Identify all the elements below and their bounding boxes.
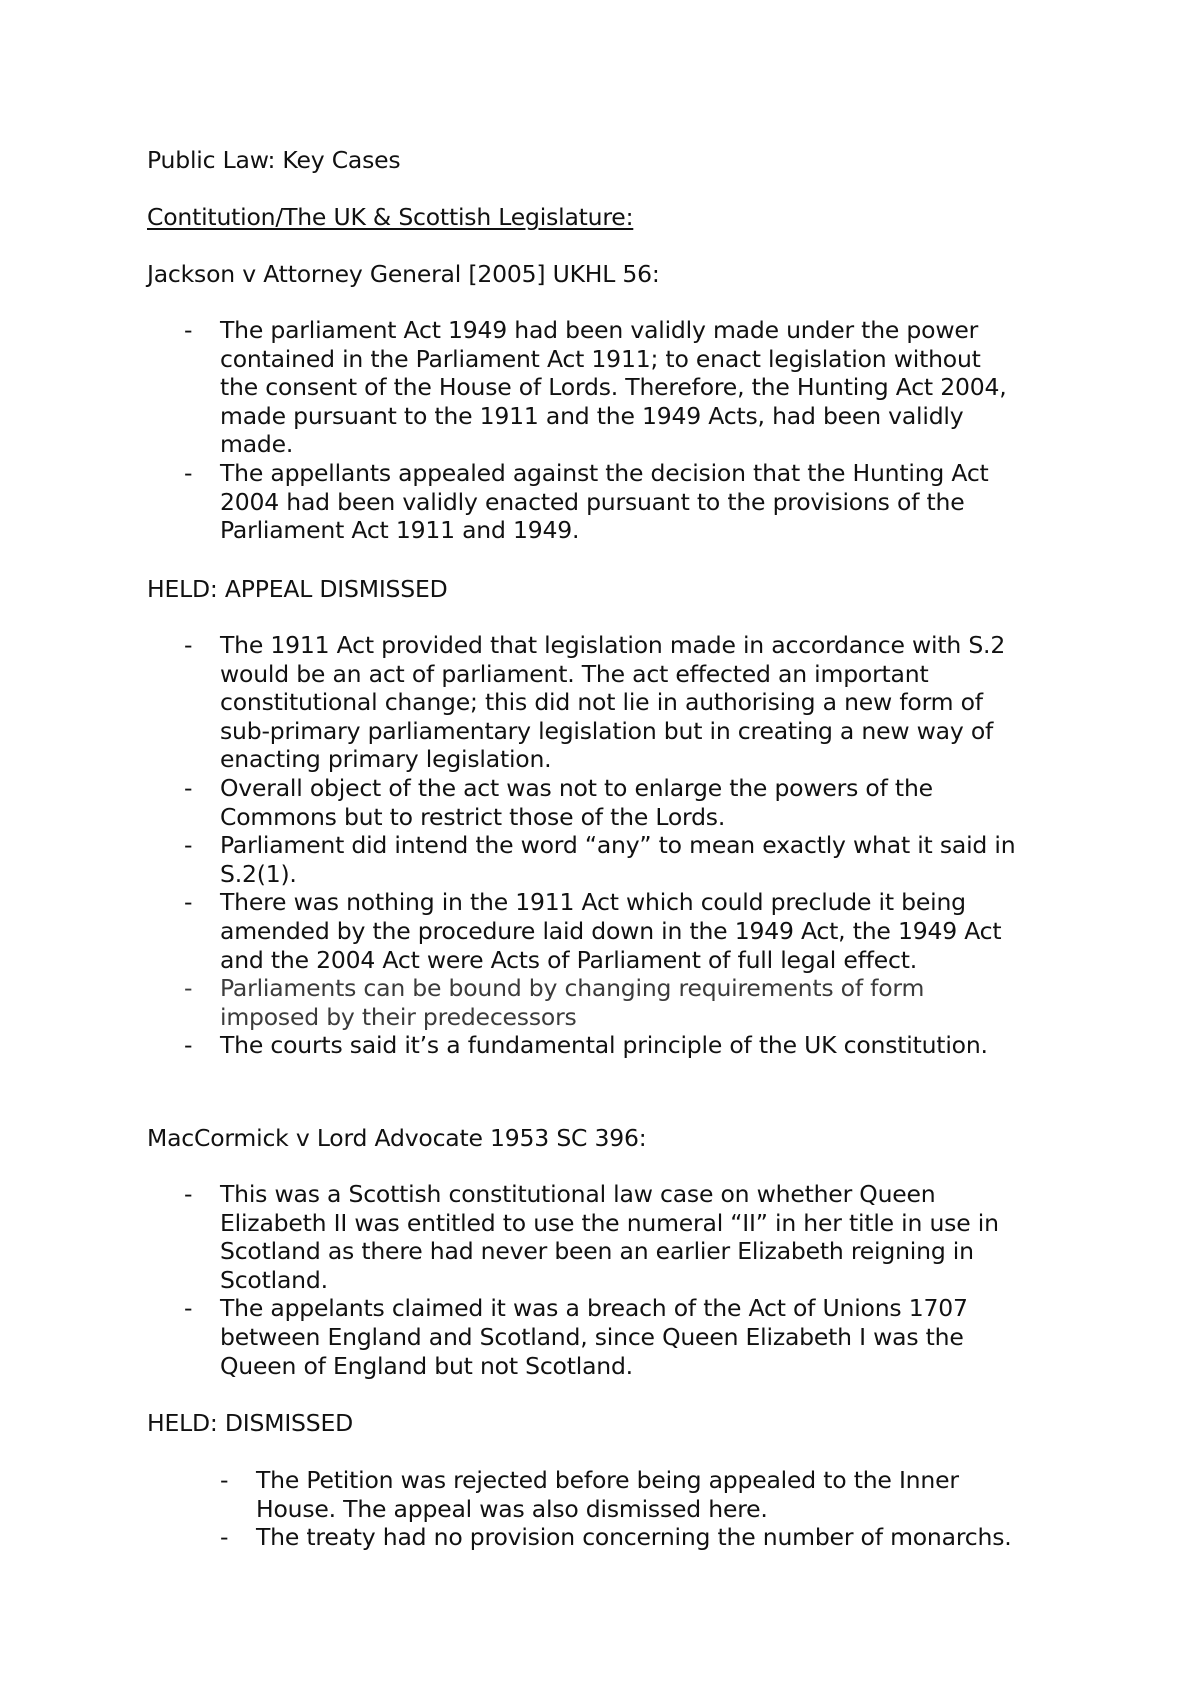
list-line: contained in the Parliament Act 1911; to enact legislation without (220, 344, 981, 373)
held-jackson: HELD: APPEAL DISMISSED (147, 575, 448, 603)
list-line: The appelants claimed it was a breach of the Act of Unions 1707 (220, 1294, 968, 1323)
list-item (147, 774, 1015, 831)
list-line: enacting primary legislation. (220, 745, 552, 774)
list-line: Parliaments can be bound by changing requirements of form (220, 974, 925, 1003)
list-line: The courts said it’s a fundamental principle of the UK constitution. (220, 1031, 988, 1060)
list-item (147, 831, 1015, 888)
list-line: made pursuant to the 1911 and the 1949 Acts, had been validly (220, 401, 964, 430)
list-line: The Petition was rejected before being appealed to the Inner (256, 1466, 959, 1494)
list-item (147, 631, 1015, 774)
list-line: Queen of England but not Scotland. (220, 1351, 633, 1380)
maccormick-facts-list (147, 1180, 999, 1380)
bullet-dash: - (184, 974, 193, 1003)
bullet-dash: - (184, 831, 193, 860)
list-line: and the 2004 Act were Acts of Parliament of full legal effect. (220, 945, 917, 974)
jackson-facts-list (147, 316, 1006, 545)
list-line: House. The appeal was also dismissed here. (256, 1494, 768, 1523)
case-name-maccormick: MacCormick v Lord Advocate 1953 SC 396: (147, 1124, 647, 1152)
list-item (147, 316, 1006, 459)
section-heading: Contitution/The UK & Scottish Legislature: (147, 203, 634, 231)
list-line: Overall object of the act was not to enlarge the powers of the (220, 773, 933, 802)
list-line: constitutional change; this did not lie in authorising a new form of (220, 688, 983, 717)
list-item (147, 1031, 1015, 1060)
jackson-held-list (147, 631, 1015, 1060)
bullet-dash: - (184, 458, 193, 487)
list-line: There was nothing in the 1911 Act which could preclude it being (220, 888, 966, 917)
list-line: amended by the procedure laid down in the 1949 Act, the 1949 Act (220, 916, 1002, 945)
bullet-dash: - (220, 1466, 229, 1494)
list-item (147, 1180, 999, 1294)
list-line: Parliament did intend the word “any” to mean exactly what it said in (220, 831, 1016, 860)
list-line: sub-primary parliamentary legislation but in creating a new way of (220, 716, 994, 745)
list-line: The appellants appealed against the decision that the Hunting Act (220, 458, 989, 487)
list-line: Elizabeth II was entitled to use the numeral “II” in her title in use in (220, 1208, 999, 1237)
bullet-dash: - (184, 773, 193, 802)
list-line: made. (220, 430, 294, 459)
list-line: Commons but to restrict those of the Lords. (220, 802, 726, 831)
list-line: S.2(1). (220, 859, 297, 888)
held-maccormick: HELD: DISMISSED (147, 1409, 354, 1437)
bullet-dash: - (220, 1523, 229, 1552)
list-item (147, 1294, 999, 1380)
list-line: Scotland. (220, 1265, 328, 1294)
list-line: the consent of the House of Lords. Therefore, the Hunting Act 2004, (220, 373, 1007, 402)
bullet-dash: - (184, 1180, 193, 1208)
list-line: The parliament Act 1949 had been validly made under the power (220, 316, 979, 344)
bullet-dash: - (184, 1031, 193, 1060)
maccormick-held-list (147, 1466, 1012, 1552)
bullet-dash: - (184, 888, 193, 917)
list-item (147, 974, 1015, 1031)
list-item (147, 459, 1006, 545)
list-line: between England and Scotland, since Queen Elizabeth I was the (220, 1322, 964, 1351)
case-name-jackson: Jackson v Attorney General [2005] UKHL 56: (147, 260, 660, 288)
list-item (147, 888, 1015, 974)
list-line: The treaty had no provision concerning the number of monarchs. (256, 1523, 1012, 1552)
list-line: This was a Scottish constitutional law case on whether Queen (220, 1180, 936, 1208)
list-item (147, 1466, 1012, 1523)
document-title: Public Law: Key Cases (147, 146, 401, 174)
list-item (147, 1523, 1012, 1552)
bullet-dash: - (184, 316, 193, 344)
bullet-dash: - (184, 1294, 193, 1323)
bullet-dash: - (184, 631, 193, 659)
list-line: The 1911 Act provided that legislation made in accordance with S.2 (220, 631, 1006, 659)
list-line: would be an act of parliament. The act effected an important (220, 659, 929, 688)
list-line: Scotland as there had never been an earlier Elizabeth reigning in (220, 1237, 974, 1266)
list-line: Parliament Act 1911 and 1949. (220, 516, 580, 545)
list-line: 2004 had been validly enacted pursuant to the provisions of the (220, 487, 965, 516)
list-line: imposed by their predecessors (220, 1002, 577, 1031)
